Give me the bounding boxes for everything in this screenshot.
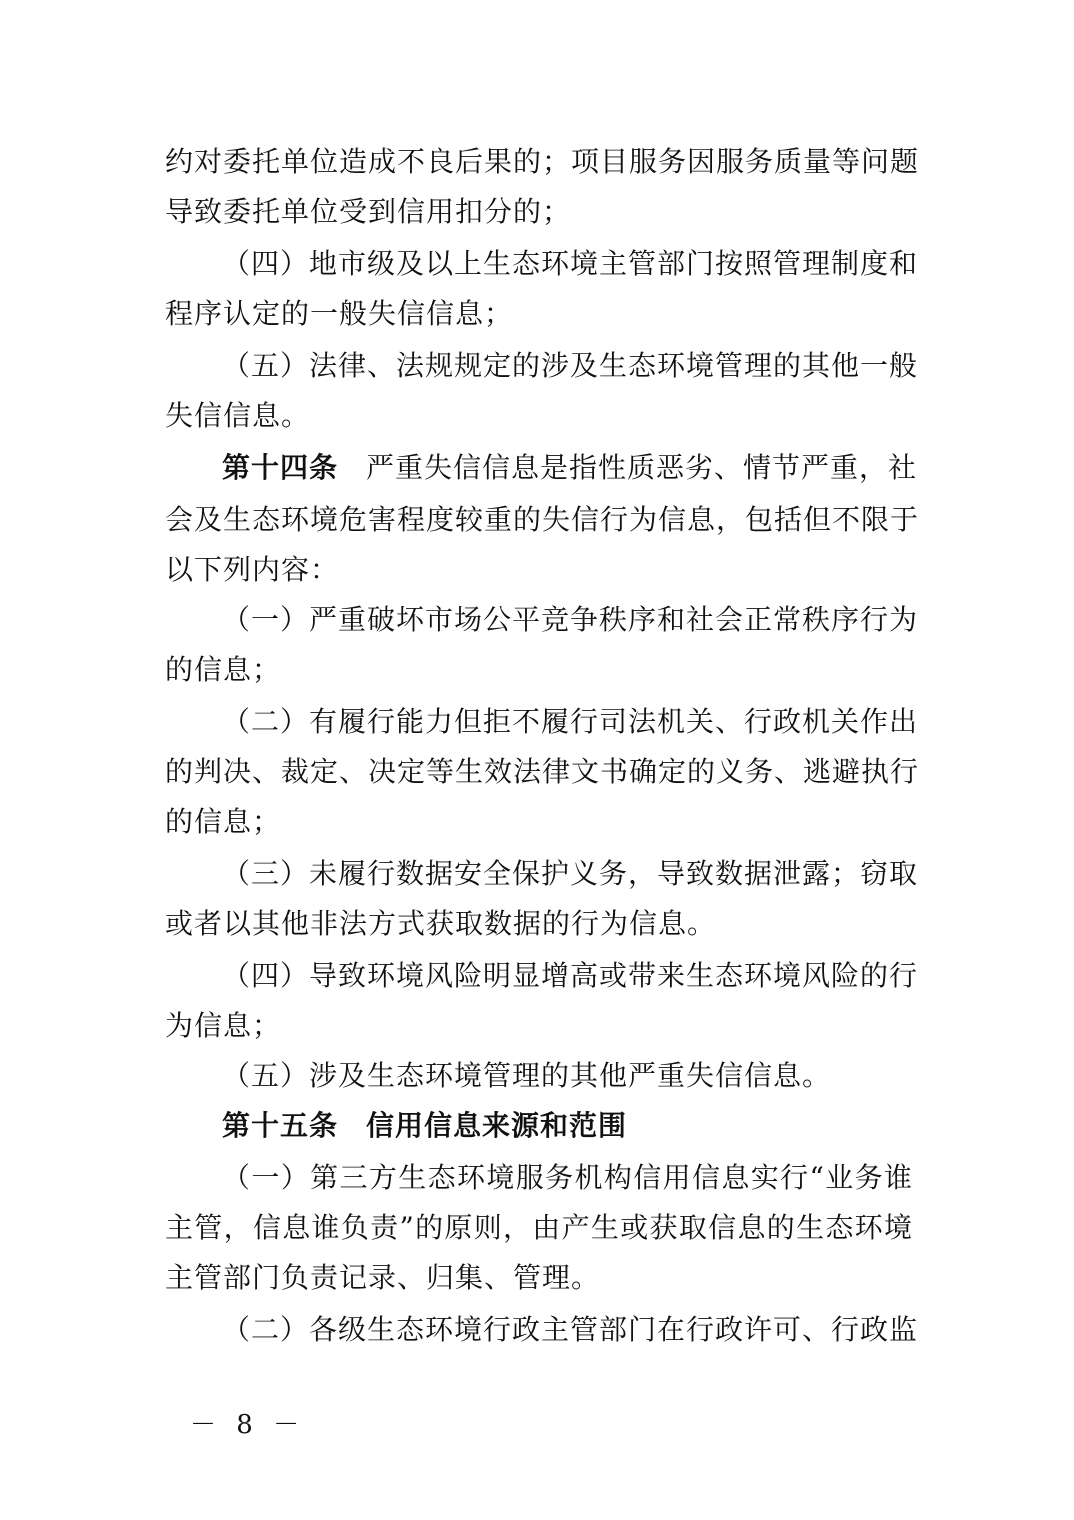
article-14-first-line [222,442,918,494]
article-15-heading: 信用信息来源和范围 [366,1109,628,1142]
body-line: 以下列内容： [165,553,340,586]
body-line: 的判决、裁定、决定等生效法律文书确定的义务、逃避执行 [165,755,920,788]
body-line: （四）导致环境风险明显增高或带来生态环境风险的行 [222,959,919,992]
body-line: 导致委托单位受到信用扣分的； [165,195,572,228]
body-line: 主管，信息谁负责”的原则，由产生或获取信息的生态环境 [165,1211,913,1244]
article-14-title: 第十四条 [222,451,339,484]
body-line: 或者以其他非法方式获取数据的行为信息。 [165,907,717,940]
body-line: 约对委托单位造成不良后果的；项目服务因服务质量等问题 [165,145,920,178]
body-line: 程序认定的一般失信信息； [165,297,514,330]
body-line: 的信息； [165,653,282,686]
body-line: 会及生态环境危害程度较重的失信行为信息，包括但不限于 [165,503,920,536]
body-line: 失信信息。 [165,399,311,432]
body-line: （五）法律、法规规定的涉及生态环境管理的其他一般 [222,349,919,382]
body-line: （三）未履行数据安全保护义务，导致数据泄露；窃取 [222,857,919,890]
body-line: （一）严重破坏市场公平竞争秩序和社会正常秩序行为 [222,603,919,636]
body-line: （五）涉及生态环境管理的其他严重失信信息。 [222,1059,832,1092]
body-line: （四）地市级及以上生态环境主管部门按照管理制度和 [222,247,919,280]
article-15-first-line [222,1100,627,1152]
body-line: 主管部门负责记录、归集、管理。 [165,1261,601,1294]
body-line: （二）各级生态环境行政主管部门在行政许可、行政监 [222,1313,919,1346]
article-15-title: 第十五条 [222,1109,339,1142]
body-line: 为信息； [165,1009,282,1042]
article-14-text: 严重失信信息是指性质恶劣、情节严重，社 [366,451,918,484]
body-line: （二）有履行能力但拒不履行司法机关、行政机关作出 [222,705,919,738]
body-line: （一）第三方生态环境服务机构信用信息实行“业务谁 [222,1161,913,1194]
body-line: 的信息； [165,805,282,838]
page-number: － 8 － [190,1410,306,1440]
